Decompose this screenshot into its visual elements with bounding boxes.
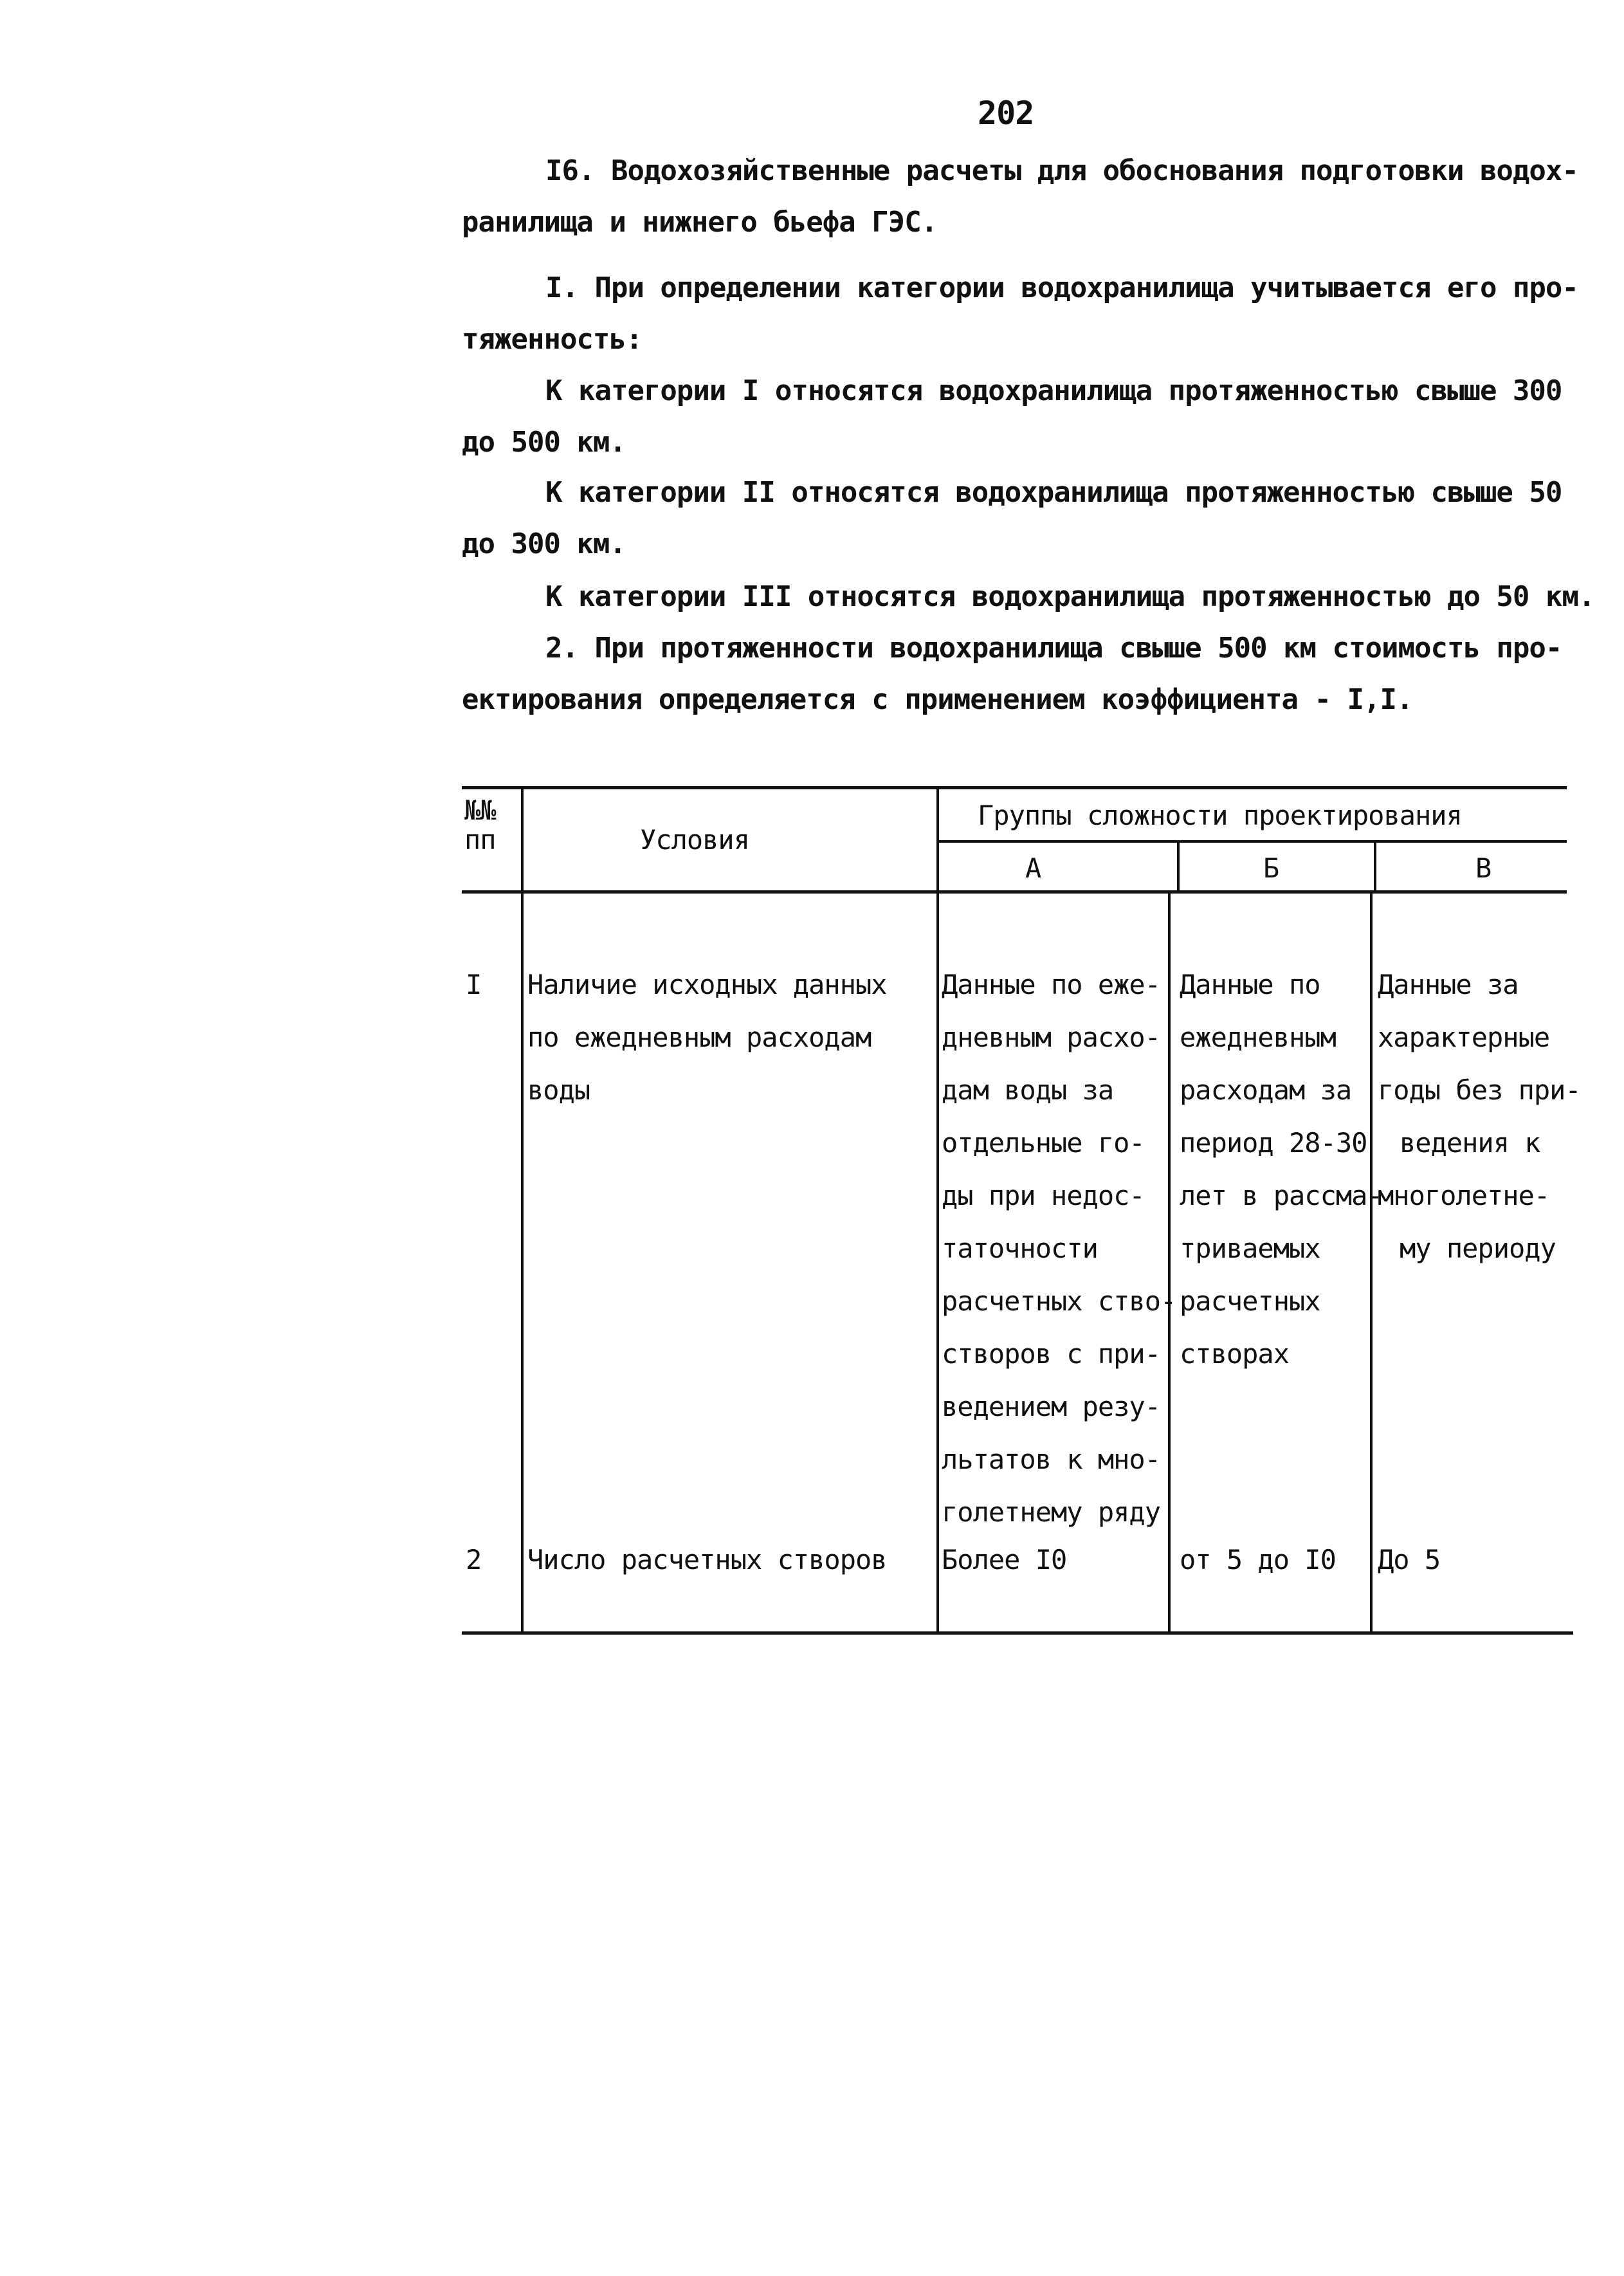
conditions-header: Условия	[640, 824, 750, 856]
group-c-header: В	[1475, 852, 1492, 884]
row-1-a-line: Данные по еже-	[942, 969, 1161, 1000]
row-1-b-line: период 28-30	[1180, 1127, 1367, 1159]
row-2-number: 2	[466, 1544, 482, 1575]
header-bottom-rule	[462, 890, 1567, 894]
row-1-a-line: дам воды за	[942, 1074, 1114, 1106]
num-header-line-1: №№	[464, 794, 496, 826]
row-1-a-line: створов с при-	[942, 1338, 1161, 1370]
row-2-group-b: от 5 до I0	[1180, 1544, 1336, 1575]
row-1-a-line: таточности	[942, 1233, 1098, 1264]
row-1-number: I	[466, 969, 482, 1000]
category-1-line-2: до 500 км.	[462, 426, 626, 459]
row-2-condition: Число расчетных створов	[527, 1544, 887, 1575]
category-2-line-1: К категории II относятся водохранилища протяженностью свыше 50	[545, 476, 1562, 509]
paragraph-2-line-1: 2. При протяженности водохранилища свыше 500 км стоимость про-	[545, 632, 1562, 665]
row-1-c-line: ведения к	[1400, 1127, 1540, 1159]
row-1-b-line: триваемых	[1180, 1233, 1320, 1264]
group-b-header: Б	[1263, 852, 1279, 884]
row-1-a-line: отдельные го-	[942, 1127, 1145, 1159]
row-1-condition-line: по ежедневным расходам	[527, 1022, 871, 1053]
row-1-condition-line: воды	[527, 1074, 590, 1106]
row-1-b-line: ежедневным	[1180, 1022, 1336, 1053]
category-2-line-2: до 300 км.	[462, 528, 626, 560]
column-rule-a	[1168, 892, 1171, 1633]
row-1-c-line: многолетне-	[1378, 1180, 1550, 1211]
row-1-a-line: дневным расхо-	[942, 1022, 1161, 1053]
row-1-a-line: льтатов к мно-	[942, 1444, 1161, 1475]
paragraph-1-line-2: тяженность:	[462, 323, 643, 356]
row-1-b-line: расчетных	[1180, 1285, 1320, 1317]
section-title-line-1: I6. Водохозяйственные расчеты для обоснования подготовки водох-	[545, 154, 1578, 187]
row-1-b-line: створах	[1180, 1338, 1290, 1370]
row-1-a-line: ведением резу-	[942, 1391, 1161, 1422]
row-2-group-c: До 5	[1378, 1544, 1441, 1575]
groups-header: Группы сложности проектирования	[978, 800, 1462, 831]
paragraph-2-line-2: ектирования определяется с применением коэффициента - I,I.	[462, 683, 1413, 716]
row-1-a-line: ды при недос-	[942, 1180, 1145, 1211]
row-1-c-line: характерные	[1378, 1022, 1550, 1053]
groups-divider-rule	[936, 840, 1567, 843]
row-1-b-line: Данные по	[1180, 969, 1320, 1000]
row-2-group-a: Более I0	[942, 1544, 1067, 1575]
row-1-condition-line: Наличие исходных данных	[527, 969, 887, 1000]
table-bottom-rule	[462, 1631, 1573, 1635]
section-title-line-2: ранилища и нижнего бьефа ГЭС.	[462, 206, 938, 239]
row-1-a-line: голетнему ряду	[942, 1496, 1161, 1528]
row-1-b-line: лет в рассма-	[1180, 1180, 1383, 1211]
row-1-c-line: Данные за	[1378, 969, 1519, 1000]
page-number: 202	[978, 95, 1034, 132]
row-1-c-line: му периоду	[1400, 1233, 1556, 1264]
table-top-rule	[462, 786, 1567, 789]
column-rule-b	[1370, 892, 1373, 1633]
column-rule-conditions	[936, 786, 939, 1633]
category-1-line-1: К категории I относятся водохранилища протяженностью свыше 300	[545, 374, 1562, 407]
column-rule-b-header	[1374, 840, 1376, 892]
num-header-line-2: пп	[464, 824, 496, 856]
row-1-b-line: расходам за	[1180, 1074, 1352, 1106]
group-a-header: А	[1025, 852, 1041, 884]
column-rule-num	[521, 786, 524, 1633]
column-rule-a-header	[1177, 840, 1180, 892]
paragraph-1-line-1: I. При определении категории водохранилища учитывается его про-	[545, 271, 1578, 304]
category-3-line-1: К категории III относятся водохранилища протяженностью до 50 км.	[545, 580, 1595, 613]
row-1-a-line: расчетных ство-	[942, 1285, 1176, 1317]
row-1-c-line: годы без при-	[1378, 1074, 1581, 1106]
